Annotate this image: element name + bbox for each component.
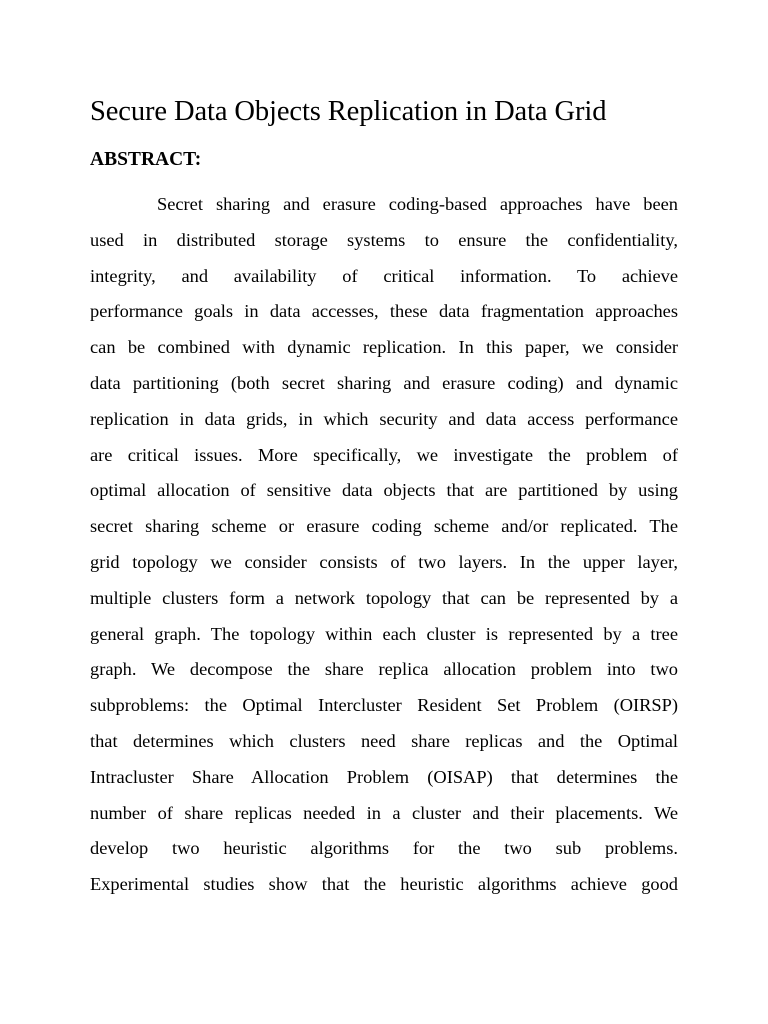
abstract-line: Secret sharing and erasure coding-based approaches have been: [157, 194, 678, 214]
abstract-line: develop two heuristic algorithms for the two sub problems.: [90, 838, 678, 859]
abstract-line: data partitioning (both secret sharing and erasure coding) and dynamic: [90, 372, 678, 393]
abstract-line: optimal allocation of sensitive data objects that are partitioned by using: [90, 480, 678, 501]
abstract-line: Experimental studies show that the heuristic algorithms achieve good: [90, 874, 678, 895]
document-title: Secure Data Objects Replication in Data Grid: [90, 96, 607, 127]
abstract-line: used in distributed storage systems to ensure the confidentiality,: [90, 229, 678, 250]
abstract-line: graph. We decompose the share replica allocation problem into two: [90, 659, 678, 680]
abstract-line: can be combined with dynamic replication. In this paper, we consider: [90, 337, 678, 358]
abstract-line: secret sharing scheme or erasure coding scheme and/or replicated. The: [90, 516, 678, 537]
abstract-line: replication in data grids, in which security and data access performance: [90, 408, 678, 429]
abstract-body: [90, 190, 678, 906]
abstract-line: number of share replicas needed in a cluster and their placements. We: [90, 802, 678, 823]
abstract-line: integrity, and availability of critical information. To achieve: [90, 265, 678, 286]
abstract-line: that determines which clusters need share replicas and the Optimal: [90, 730, 678, 751]
abstract-heading: ABSTRACT:: [90, 149, 202, 170]
abstract-line: are critical issues. More specifically, we investigate the problem of: [90, 444, 678, 465]
abstract-line: grid topology we consider consists of two layers. In the upper layer,: [90, 551, 678, 572]
abstract-line: general graph. The topology within each cluster is represented by a tree: [90, 623, 678, 644]
abstract-line: performance goals in data accesses, these data fragmentation approaches: [90, 301, 678, 322]
abstract-line: multiple clusters form a network topology that can be represented by a: [90, 587, 678, 608]
abstract-line: subproblems: the Optimal Intercluster Resident Set Problem (OIRSP): [90, 695, 678, 716]
abstract-line: Intracluster Share Allocation Problem (OISAP) that determines the: [90, 766, 678, 787]
